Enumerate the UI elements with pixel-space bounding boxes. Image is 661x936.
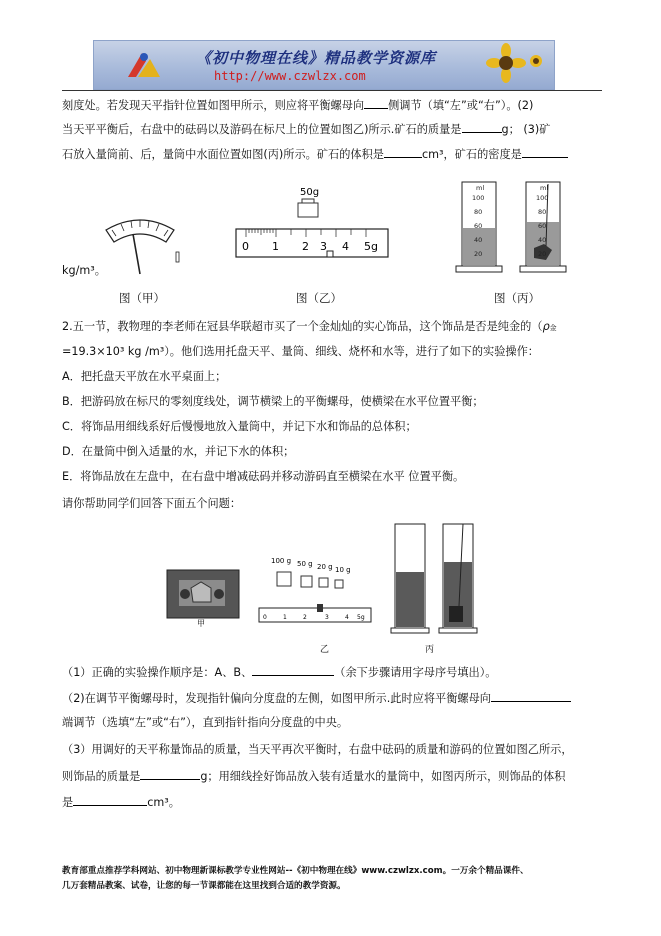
cyl1-unit: ml bbox=[476, 184, 485, 192]
weight-10g: 10 g bbox=[335, 566, 351, 574]
sub-question-2: （2)在调节平衡螺母时，发现指针偏向分度盘的左侧，如图甲所示.此时应将平衡螺母向 bbox=[62, 690, 571, 706]
sub-question-3-end: 是 cm³。 bbox=[62, 796, 180, 809]
header-divider bbox=[62, 90, 602, 91]
caption-jia: 图（甲） bbox=[119, 291, 165, 305]
measuring-cylinders-figure-2 bbox=[385, 520, 485, 638]
site-banner bbox=[93, 40, 555, 90]
step-d: D．在量筒中倒入适量的水，并记下水的体积； bbox=[62, 445, 295, 458]
step-c: C．将饰品用细线系好后慢慢地放入量筒中，并记下水和饰品的总体积； bbox=[62, 420, 417, 433]
cyl1-80: 80 bbox=[474, 208, 483, 216]
weight-100g: 100 g bbox=[271, 557, 292, 565]
site-logo bbox=[124, 47, 164, 83]
q2-intro-2: =19.3×10³ kg /m³）。他们选用托盘天平、量筒、细线、烧杯和水等，进行了如下的实验操作： bbox=[62, 345, 539, 358]
answer-blank-volume[interactable] bbox=[384, 146, 422, 158]
cyl2-20: 20 bbox=[538, 250, 547, 258]
sub-question-2-cont: 端调节（选填“左”或“右”），直到指针指向分度盘的中央。 bbox=[62, 716, 349, 729]
banner-title: 《初中物理在线》精品教学资源库 bbox=[196, 49, 437, 67]
q1-line2: 当天平平衡后，右盘中的砝码以及游码在标尺上的位置如图乙)所示.矿石的质量是 g； (3)矿 bbox=[62, 123, 551, 136]
scale-label-1: 1 bbox=[272, 240, 279, 253]
weights-scale-figure bbox=[255, 552, 375, 630]
cyl2-100: 100 bbox=[536, 194, 549, 202]
answer-blank-direction[interactable] bbox=[364, 97, 388, 109]
sub-question-3: （3）用调好的天平称量饰品的质量，当天平再次平衡时，右盘中砝码的质量和游码的位置如图乙所示， bbox=[62, 743, 573, 756]
fig2-caption-jia: 甲 bbox=[197, 619, 205, 628]
sub-question-3-cont: 则饰品的质量是 g；用细线拴好饰品放入装有适量水的量筒中，如图丙所示，则饰品的体积 bbox=[62, 770, 566, 783]
rider-marker bbox=[327, 251, 333, 257]
caption-yi: 图（乙） bbox=[296, 291, 342, 305]
footer-line-2: 几万套精品教案、试卷，让您的每一节课都能在这里找到合适的教学资源。 bbox=[62, 881, 346, 891]
scale2-2: 2 bbox=[303, 614, 307, 621]
answer-blank-ornament-volume[interactable] bbox=[73, 794, 147, 806]
fig2-caption-bing: 丙 bbox=[425, 645, 435, 655]
answer-blank-mass[interactable] bbox=[462, 121, 502, 133]
cyl2-40: 40 bbox=[538, 236, 547, 244]
answer-blank-adjust-side[interactable] bbox=[491, 690, 571, 702]
sub-question-1: （1）正确的实验操作顺序是：A、B、 （余下步骤请用字母序号填出）。 bbox=[62, 666, 497, 679]
footer-line-1: 教育部重点推荐学科网站、初中物理新课标教学专业性网站--《初中物理在线》www.czwlzx.com。一万余个精品课件、 bbox=[62, 866, 529, 876]
step-e: E．将饰品放在左盘中，在右盘中增减砝码并移动游码直至横梁在水平 位置平衡。 bbox=[62, 470, 465, 483]
answer-blank-ornament-mass[interactable] bbox=[140, 768, 200, 780]
measuring-cylinders-figure bbox=[450, 178, 580, 278]
cyl2-60: 60 bbox=[538, 222, 547, 230]
pointer-photo-figure bbox=[165, 518, 247, 628]
rider-marker-2 bbox=[317, 604, 323, 612]
step-a: A．把托盘天平放在水平桌面上； bbox=[62, 370, 227, 383]
answer-blank-density[interactable] bbox=[522, 146, 568, 158]
weight-20g: 20 g bbox=[317, 563, 333, 571]
scale-label-0: 0 bbox=[242, 240, 249, 253]
scale2-3: 3 bbox=[325, 614, 329, 621]
step-b: B．把游码放在标尺的零刻度线处，调节横梁上的平衡螺母，使横梁在水平位置平衡； bbox=[62, 395, 484, 408]
q2-intro-1: 2.五一节，教物理的李老师在冠县华联超市买了一个金灿灿的实心饰品，这个饰品是否是纯金的（ρ金 bbox=[62, 320, 557, 333]
scale2-4: 4 bbox=[345, 614, 349, 621]
sunflower-image bbox=[486, 43, 550, 87]
scale-label-3: 3 bbox=[320, 240, 327, 253]
scale2-0: 0 bbox=[263, 614, 267, 621]
scale-label-5: 5g bbox=[364, 240, 378, 253]
q2-ask: 请你帮助同学们回答下面五个问题： bbox=[62, 497, 242, 510]
cyl1-100: 100 bbox=[472, 194, 485, 202]
caption-bing: 图（丙） bbox=[494, 291, 540, 305]
scale2-1: 1 bbox=[283, 614, 287, 621]
scale-label-4: 4 bbox=[342, 240, 349, 253]
cyl1-40: 40 bbox=[474, 236, 483, 244]
q1-line3: 石放入量筒前、后，量筒中水面位置如图(丙)所示。矿石的体积是 cm³，矿石的密度是 bbox=[62, 146, 568, 162]
scale2-5: 5g bbox=[357, 614, 365, 621]
answer-blank-order[interactable] bbox=[252, 664, 334, 676]
rider-scale-figure bbox=[234, 185, 390, 269]
q1-line1: 刻度处。若发现天平指针位置如图甲所示，则应将平衡螺母向 侧调节（填“左”或“右”）。(2) bbox=[62, 99, 534, 112]
cyl1-20: 20 bbox=[474, 250, 483, 258]
cyl2-80: 80 bbox=[538, 208, 547, 216]
q1-density-unit: kg/m³。 bbox=[62, 264, 106, 277]
weight-50g: 50 g bbox=[297, 560, 313, 568]
cyl1-60: 60 bbox=[474, 222, 483, 230]
weight-label: 50g bbox=[300, 187, 320, 198]
balance-dial-figure bbox=[100, 212, 190, 280]
fig2-caption-yi: 乙 bbox=[320, 645, 330, 655]
cyl2-unit: ml bbox=[540, 184, 549, 192]
scale-label-2: 2 bbox=[302, 240, 309, 253]
banner-url: http://www.czwlzx.com bbox=[214, 69, 366, 83]
